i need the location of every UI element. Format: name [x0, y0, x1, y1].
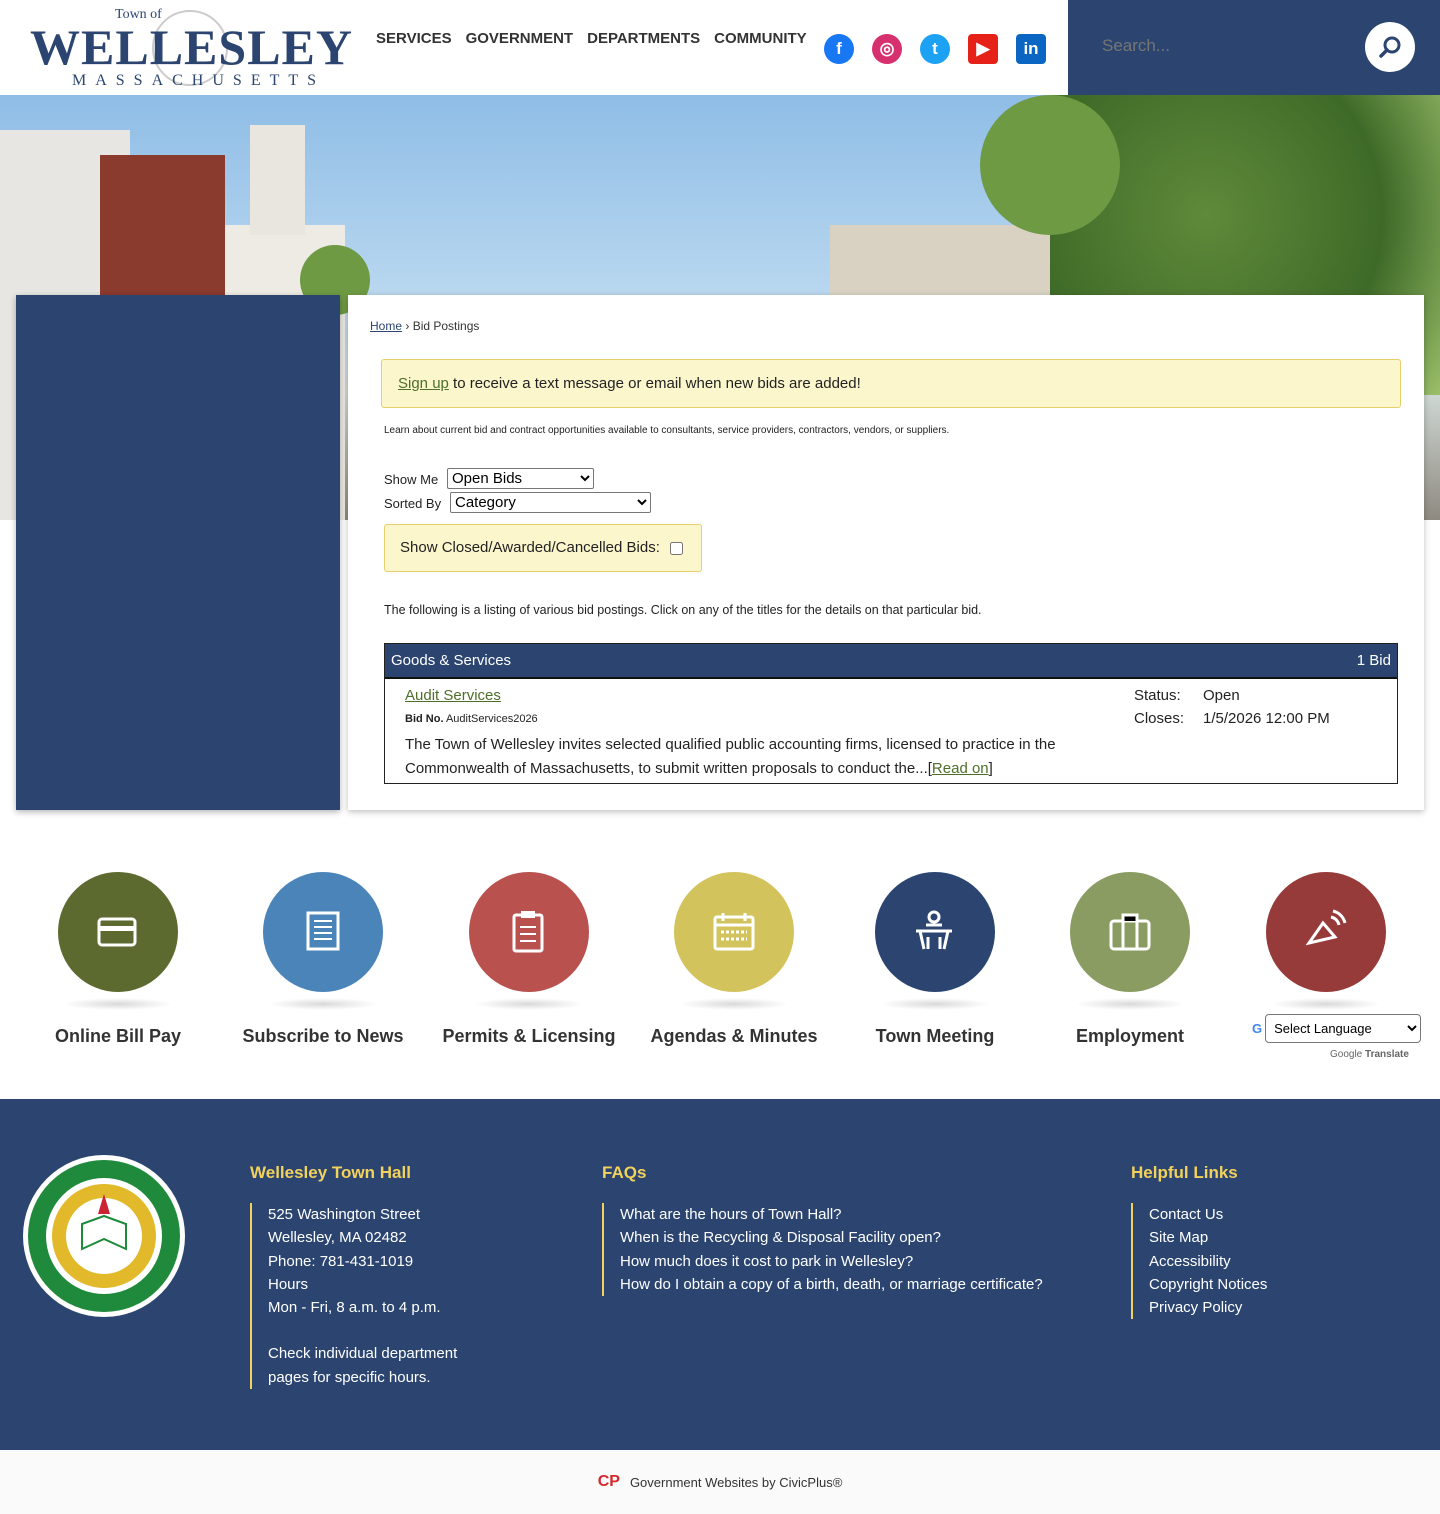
bid-no: AuditServices2026 [445, 713, 538, 725]
twitter-icon[interactable]: t [920, 34, 950, 64]
briefcase-icon [1107, 909, 1153, 955]
category-header [385, 644, 1397, 679]
footer-link[interactable]: When is the Recycling & Disposal Facility open? [620, 1229, 941, 1247]
bid-title-link[interactable]: Audit Services [405, 687, 501, 704]
podium-icon [912, 909, 958, 955]
breadcrumb-current: Bid Postings [412, 319, 480, 333]
bid-no-label: Bid No. [405, 713, 444, 725]
quick-link-megaphone[interactable] [1216, 872, 1436, 1010]
breadcrumb-home[interactable]: Home [370, 319, 403, 333]
footer-text: 525 Washington Street [268, 1206, 421, 1223]
social-links [824, 34, 1046, 64]
listing-text: The following is a listing of various bid postings. Click on any of the titles for the details on that particular bid. [384, 603, 982, 617]
circle-shadow [1075, 998, 1185, 1010]
quick-link-label: Agendas & Minutes [650, 1026, 818, 1046]
bottom-bar [0, 1450, 1440, 1514]
search-panel [1068, 0, 1440, 95]
quick-links [0, 860, 1440, 1060]
quick-link-circle [875, 872, 995, 992]
sidebar [16, 295, 340, 810]
status-label: Status: [1134, 687, 1181, 704]
quick-link-label: Subscribe to News [242, 1026, 404, 1046]
nav-community[interactable]: COMMUNITY [714, 30, 807, 47]
credit-card-icon [95, 909, 141, 955]
logo-state: MASSACHUSETTS [72, 72, 326, 89]
quick-link-circle [674, 872, 794, 992]
youtube-icon[interactable]: ▶ [968, 34, 998, 64]
footer-text: Mon - Fri, 8 a.m. to 4 p.m. [268, 1299, 441, 1317]
footer-link[interactable]: Privacy Policy [1149, 1299, 1243, 1317]
footer-link[interactable]: What are the hours of Town Hall? [620, 1206, 842, 1223]
translate-widget [1252, 1014, 1421, 1043]
quick-link-label: Employment [1075, 1026, 1185, 1046]
signup-link[interactable]: Sign up [398, 375, 449, 392]
circle-shadow [880, 998, 990, 1010]
bid-description: The Town of Wellesley invites selected qualified public accounting firms, licensed to practice in the Commonwealth of Massachusetts, to submit written proposals to conduct the...[Read on] [405, 736, 1056, 777]
translate-label: Translate [1365, 1049, 1409, 1060]
megaphone-icon [1303, 909, 1349, 955]
footer [0, 1099, 1440, 1450]
status-value: Open [1203, 687, 1240, 704]
nav-departments[interactable]: DEPARTMENTS [587, 30, 701, 47]
footer-link[interactable]: Accessibility [1149, 1252, 1231, 1270]
civicplus-logo-icon: CP [597, 1473, 620, 1490]
search-button[interactable] [1365, 22, 1415, 72]
logo-name: WELLESLEY [30, 19, 354, 75]
bid-row [385, 679, 1397, 783]
alert-text: to receive a text message or email when new bids are added! [448, 375, 861, 392]
quick-link-circle [469, 872, 589, 992]
newspaper-icon [300, 909, 346, 955]
sorted-by-label: Sorted By [384, 496, 442, 511]
intro-text: Learn about current bid and contract opportunities available to consultants, service providers, contractors, vendors, or suppliers. [384, 425, 950, 436]
footer-text [268, 1319, 457, 1342]
show-closed-box [384, 524, 702, 572]
search-icon [1377, 34, 1403, 60]
circle-shadow [1271, 998, 1381, 1010]
google-label: Google [1330, 1049, 1363, 1060]
town-seal-icon [22, 1154, 187, 1319]
quick-link-podium[interactable] [825, 872, 1045, 1047]
quick-link-briefcase[interactable] [1020, 872, 1240, 1047]
footer-text: Phone: 781-431-1019 [268, 1252, 414, 1270]
show-closed-checkbox[interactable] [670, 542, 683, 555]
quick-link-credit-card[interactable] [8, 872, 228, 1047]
show-me-label: Show Me [384, 472, 439, 487]
quick-link-clipboard[interactable] [419, 872, 639, 1047]
footer-link[interactable]: Site Map [1149, 1229, 1209, 1247]
main-content [348, 295, 1424, 810]
linkedin-icon[interactable]: in [1016, 34, 1046, 64]
search-input[interactable] [1102, 36, 1342, 56]
clipboard-icon [506, 909, 552, 955]
language-select[interactable] [1265, 1014, 1421, 1043]
quick-link-circle [1266, 872, 1386, 992]
circle-shadow [63, 998, 173, 1010]
footer-faqs-list [602, 1203, 1043, 1296]
quick-link-label: Permits & Licensing [442, 1026, 616, 1046]
nav-government[interactable]: GOVERNMENT [465, 30, 574, 47]
circle-shadow [679, 998, 789, 1010]
quick-link-label: Online Bill Pay [54, 1026, 182, 1046]
footer-helpful-list [1131, 1203, 1267, 1319]
quick-link-circle [1070, 872, 1190, 992]
civicplus-link[interactable]: Government Websites by CivicPlus® [629, 1474, 843, 1490]
closes-value: 1/5/2026 12:00 PM [1203, 710, 1330, 727]
show-me-select[interactable] [447, 468, 594, 489]
show-closed-label: Show Closed/Awarded/Cancelled Bids: [400, 539, 660, 556]
footer-faqs-heading[interactable]: FAQs [602, 1163, 647, 1182]
footer-text: Check individual department [268, 1345, 458, 1363]
town-logo[interactable] [30, 7, 354, 90]
footer-helpful-heading: Helpful Links [1131, 1163, 1238, 1182]
category-name: Goods & Services [391, 652, 512, 669]
footer-link[interactable]: Copyright Notices [1149, 1275, 1268, 1293]
logo-town: Town of [115, 7, 162, 22]
facebook-icon[interactable]: f [824, 34, 854, 64]
breadcrumb [370, 319, 479, 333]
nav-services[interactable]: SERVICES [376, 30, 452, 47]
read-on-link[interactable]: Read on [931, 760, 989, 777]
footer-link[interactable]: How do I obtain a copy of a birth, death, or marriage certificate? [620, 1275, 1043, 1293]
quick-link-calendar[interactable] [624, 872, 844, 1047]
powered-by-google [1330, 1049, 1409, 1060]
site-header [0, 0, 1068, 95]
signup-alert [381, 359, 1401, 408]
quick-link-newspaper[interactable] [213, 872, 433, 1047]
main-nav [376, 30, 807, 47]
google-g-icon: G [1252, 1021, 1263, 1036]
category-count: 1 Bid [1356, 652, 1391, 669]
sorted-by-select[interactable] [450, 492, 651, 513]
bid-category-table [384, 643, 1398, 784]
footer-town-hall-info [250, 1203, 457, 1389]
quick-link-label: Town Meeting [875, 1026, 995, 1046]
footer-town-hall-heading: Wellesley Town Hall [250, 1163, 411, 1182]
quick-link-circle [58, 872, 178, 992]
circle-shadow [474, 998, 584, 1010]
footer-link[interactable]: Contact Us [1149, 1206, 1224, 1223]
footer-link[interactable]: How much does it cost to park in Wellesley? [620, 1252, 914, 1270]
bid-description-text: The Town of Wellesley invites selected qualified public accounting firms, licensed to practice in the Commonwealth of Massachusetts, to submit written proposals to conduct the... [405, 736, 1056, 777]
footer-text: pages for specific hours. [268, 1368, 431, 1386]
quick-link-circle [263, 872, 383, 992]
closes-label: Closes: [1134, 710, 1185, 727]
circle-shadow [268, 998, 378, 1010]
calendar-icon [711, 909, 757, 955]
footer-text: Hours [268, 1275, 309, 1293]
breadcrumb-separator: › [405, 319, 410, 333]
instagram-icon[interactable]: ◎ [872, 34, 902, 64]
footer-text: Wellesley, MA 02482 [268, 1229, 407, 1247]
